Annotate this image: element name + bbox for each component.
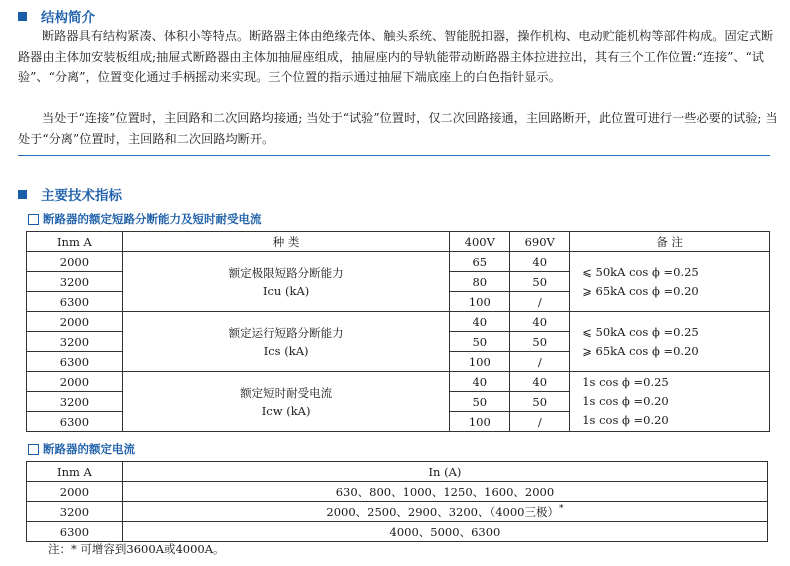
table-row [27, 252, 770, 272]
value-400v: 80 [450, 272, 510, 292]
value-690v: 40 [510, 372, 570, 392]
header-cell: 种 类 [122, 232, 449, 252]
inm-cell: 3200 [27, 392, 123, 412]
inm-cell: 3200 [27, 502, 123, 522]
value-400v: 65 [450, 252, 510, 272]
section-title: 主要技术指标 [41, 188, 122, 204]
value-400v: 50 [450, 332, 510, 352]
type-desc: 额定短时耐受电流 [240, 385, 333, 400]
footnote-mark: * [558, 503, 564, 514]
header-cell: Inm A [27, 462, 123, 482]
remark-line: ⩽ 50kA cos ϕ =0.25 [582, 324, 699, 339]
table-header-row [27, 462, 768, 482]
intro-paragraph-1: 断路器具有结构紧凑、体积小等特点。断路器主体由绝缘壳体、触头系统、智能脱扣器，操作机构、电动贮能机构等部件构成。固定式断路器由主体加安装板组成;抽屉式断路器由主体加抽屉座组成，抽屉座内的导轨能带动断路器主体拉进拉出，其有三个工作位置:“连接”、“试验”、“分离”，位置变化通过手柄摇动来实现。三个位置的指示通过抽屉下端底座上的白色指针显示。 [18, 29, 774, 84]
type-cell [122, 372, 449, 432]
remark-line: ⩾ 65kA cos ϕ =0.20 [582, 343, 699, 358]
table-row [27, 372, 770, 392]
remark-cell [570, 312, 770, 372]
intro-paragraph-2: 当处于“连接”位置时，主回路和二次回路均接通; 当处于“试验”位置时，仅二次回路接通，主回路断开，此位置可进行一些必要的试验; 当处于“分离”位置时，主回路和二次回路均断开。 [18, 111, 778, 146]
inm-cell: 3200 [27, 272, 123, 292]
header-cell: 400V [450, 232, 510, 252]
inm-cell: 6300 [27, 292, 123, 312]
value-400v: 100 [450, 412, 510, 432]
inm-cell: 6300 [27, 412, 123, 432]
inm-cell: 6300 [27, 352, 123, 372]
section-specs-header [18, 184, 122, 204]
in-values-cell: 4000、5000、6300 [122, 522, 767, 542]
table-header-row [27, 232, 770, 252]
remark-cell [570, 252, 770, 312]
table-row [27, 482, 768, 502]
remark-line: ⩽ 50kA cos ϕ =0.25 [582, 264, 699, 279]
subsection-rated-current [28, 441, 135, 457]
value-690v: / [510, 292, 570, 312]
section-divider [18, 155, 770, 156]
type-cell [122, 252, 449, 312]
value-690v: 40 [510, 312, 570, 332]
footnote: 注：* 可增容到3600A或4000A。 [48, 542, 225, 556]
type-cell [122, 312, 449, 372]
value-690v: / [510, 352, 570, 372]
remark-line: 1s cos ϕ =0.20 [582, 413, 669, 427]
value-400v: 100 [450, 292, 510, 312]
section-structure-header [18, 6, 95, 26]
subsection-title: 断路器的额定短路分断能力及短时耐受电流 [43, 212, 262, 226]
inm-cell: 2000 [27, 482, 123, 502]
in-values-cell [122, 502, 767, 522]
value-690v: / [510, 412, 570, 432]
table-row [27, 502, 768, 522]
type-desc: 额定运行短路分断能力 [228, 325, 344, 340]
remark-cell [570, 372, 770, 432]
section-title: 结构简介 [41, 10, 95, 26]
value-690v: 50 [510, 332, 570, 352]
box-bullet-icon [28, 444, 39, 455]
value-400v: 100 [450, 352, 510, 372]
breaking-capacity-table [26, 231, 770, 432]
type-symbol: Icu (kA) [262, 283, 310, 298]
inm-cell: 6300 [27, 522, 123, 542]
remark-line: ⩾ 65kA cos ϕ =0.20 [582, 283, 699, 298]
type-desc: 额定极限短路分断能力 [228, 265, 344, 280]
value-690v: 50 [510, 392, 570, 412]
table-row [27, 312, 770, 332]
value-400v: 40 [450, 372, 510, 392]
type-symbol: Icw (kA) [261, 403, 311, 418]
subsection-breaking-capacity [28, 211, 262, 227]
inm-cell: 3200 [27, 332, 123, 352]
remark-line: 1s cos ϕ =0.20 [582, 394, 669, 408]
inm-cell: 2000 [27, 252, 123, 272]
value-400v: 40 [450, 312, 510, 332]
rated-current-table [26, 461, 768, 542]
in-values-text: 2000、2500、2900、3200、（4000三极） [326, 504, 559, 519]
square-bullet-icon [18, 12, 27, 21]
header-cell: 690V [510, 232, 570, 252]
header-cell: Inm A [27, 232, 123, 252]
type-symbol: Ics (kA) [263, 343, 309, 358]
value-690v: 40 [510, 252, 570, 272]
subsection-title: 断路器的额定电流 [43, 442, 135, 456]
square-bullet-icon [18, 190, 27, 199]
value-400v: 50 [450, 392, 510, 412]
box-bullet-icon [28, 214, 39, 225]
table-row [27, 522, 768, 542]
inm-cell: 2000 [27, 312, 123, 332]
value-690v: 50 [510, 272, 570, 292]
remark-line: 1s cos ϕ =0.25 [582, 375, 669, 389]
header-cell: In (A) [122, 462, 767, 482]
header-cell: 备 注 [570, 232, 770, 252]
in-values-cell: 630、800、1000、1250、1600、2000 [122, 482, 767, 502]
inm-cell: 2000 [27, 372, 123, 392]
